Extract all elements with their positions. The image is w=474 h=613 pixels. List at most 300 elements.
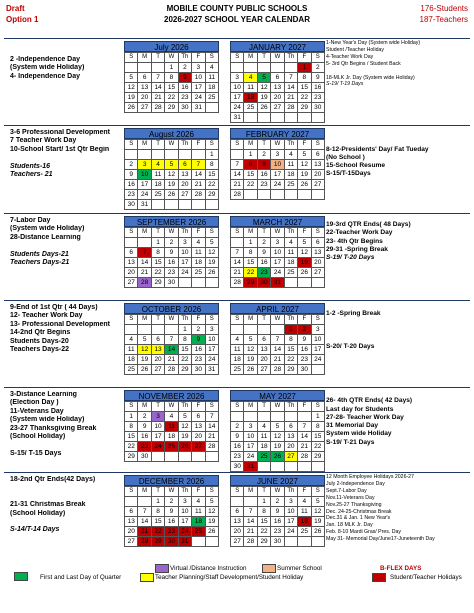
note-line: Dec. 24-25-Christmas Break bbox=[326, 508, 392, 515]
calendar-day: 30 bbox=[192, 365, 205, 375]
calendar-day: 3 bbox=[231, 73, 244, 83]
weekday-header: M bbox=[138, 53, 151, 63]
calendar-day: 24 bbox=[138, 190, 151, 200]
calendar-day: 11 bbox=[125, 345, 138, 355]
calendar-day: 9 bbox=[138, 422, 151, 432]
note-line: (System wide Holiday) bbox=[10, 225, 85, 233]
calendar-day: 24 bbox=[205, 355, 218, 365]
calendar-day: 4 bbox=[298, 497, 311, 507]
note-line: 7 Teacher Work Day bbox=[10, 137, 77, 145]
calendar-day bbox=[231, 412, 244, 422]
weekday-header: S bbox=[205, 228, 218, 238]
weekday-header: S bbox=[205, 402, 218, 412]
note-line: 23- 4th Qtr Begins bbox=[326, 237, 383, 245]
calendar-day: 10 bbox=[231, 83, 244, 93]
left-notes bbox=[10, 56, 122, 81]
legend-summer: Summer School bbox=[277, 565, 322, 572]
weekday-header: W bbox=[271, 53, 284, 63]
calendar-day: 12 bbox=[165, 170, 178, 180]
calendar-day bbox=[298, 113, 311, 123]
calendar-day: 22 bbox=[151, 527, 164, 537]
calendar-day: 29 bbox=[284, 365, 297, 375]
calendar-day: 21 bbox=[271, 355, 284, 365]
calendar-day: 30 bbox=[178, 103, 191, 113]
weekday-header: M bbox=[138, 487, 151, 497]
calendar-day: 1 bbox=[244, 150, 257, 160]
calendar-day: 5 bbox=[298, 150, 311, 160]
calendar-day: 9 bbox=[298, 335, 311, 345]
calendar-day: 5 bbox=[271, 422, 284, 432]
calendar-day: 8 bbox=[284, 335, 297, 345]
calendar-day: 29 bbox=[125, 452, 138, 462]
calendar-day: 28 bbox=[231, 278, 244, 288]
weekday-header: M bbox=[244, 228, 257, 238]
calendar-day: 21 bbox=[231, 268, 244, 278]
calendar-day bbox=[298, 278, 311, 288]
calendar-day bbox=[271, 462, 284, 472]
calendar-day: 19 bbox=[205, 517, 218, 527]
calendar-month-title: JUNE 2027 bbox=[230, 475, 325, 486]
weekday-header: T bbox=[151, 402, 164, 412]
note-line: 11-Veterans Day bbox=[10, 407, 64, 415]
calendar-day: 23 bbox=[165, 527, 178, 537]
weekday-header: W bbox=[271, 315, 284, 325]
calendar-day: 2 bbox=[271, 497, 284, 507]
calendar-day: 3 bbox=[138, 160, 151, 170]
calendar-day: 31 bbox=[205, 365, 218, 375]
calendar-day: 7 bbox=[138, 507, 151, 517]
calendar-month-title: August 2026 bbox=[124, 128, 219, 139]
calendar-day: 28 bbox=[205, 442, 218, 452]
calendar-day: 1 bbox=[151, 238, 164, 248]
calendar-day: 20 bbox=[311, 170, 324, 180]
calendar-day: 14 bbox=[231, 258, 244, 268]
weekday-header: Th bbox=[178, 487, 191, 497]
weekday-header: S bbox=[125, 487, 138, 497]
calendar-day: 1 bbox=[311, 412, 324, 422]
calendar-day: 23 bbox=[311, 93, 324, 103]
calendar-day: 11 bbox=[151, 170, 164, 180]
calendar-day: 27 bbox=[231, 537, 244, 547]
calendar-day: 3 bbox=[244, 422, 257, 432]
calendar-day: 18 bbox=[284, 170, 297, 180]
calendar-cal2 bbox=[230, 303, 325, 375]
calendar-day: 9 bbox=[311, 73, 324, 83]
legend-first-last: First and Last Day of Quarter bbox=[40, 574, 122, 581]
note-line: 13- Professional Development bbox=[10, 320, 110, 328]
calendar-day: 15 bbox=[151, 517, 164, 527]
calendar-day: 13 bbox=[311, 160, 324, 170]
weekday-header: Th bbox=[284, 228, 297, 238]
calendar-day: 11 bbox=[231, 345, 244, 355]
calendar-cal2 bbox=[230, 128, 325, 200]
calendar-day: 23 bbox=[257, 180, 270, 190]
calendar-day bbox=[244, 497, 257, 507]
calendar-day: 4 bbox=[165, 412, 178, 422]
note-line: 26- 4th QTR Ends( 42 Days) bbox=[326, 397, 413, 405]
calendar-day: 18 bbox=[205, 83, 218, 93]
calendar-day: 24 bbox=[231, 103, 244, 113]
calendar-day: 18 bbox=[192, 517, 205, 527]
calendar-day: 12 bbox=[257, 83, 270, 93]
calendar-day: 1 bbox=[244, 238, 257, 248]
calendar-day: 31 bbox=[244, 462, 257, 472]
calendar-day: 3 bbox=[192, 63, 205, 73]
calendar-day: 12 bbox=[311, 507, 324, 517]
calendar-day: 11 bbox=[244, 83, 257, 93]
calendar-day: 17 bbox=[311, 345, 324, 355]
calendar-day: 19 bbox=[125, 93, 138, 103]
calendar-day: 14 bbox=[244, 517, 257, 527]
calendar-day: 6 bbox=[284, 422, 297, 432]
note-line bbox=[10, 154, 122, 162]
day-counts: 176-Students 187-Teachers bbox=[419, 4, 468, 24]
note-line: 31 Memorial Day bbox=[326, 422, 379, 430]
calendar-day: 10 bbox=[284, 507, 297, 517]
calendar-day: 23 bbox=[271, 527, 284, 537]
calendar-day: 13 bbox=[125, 517, 138, 527]
calendar-month-title: MAY 2027 bbox=[230, 390, 325, 401]
calendar-day: 24 bbox=[178, 268, 191, 278]
calendar-day bbox=[298, 190, 311, 200]
calendar-day: 8 bbox=[298, 73, 311, 83]
calendar-month-title: DECEMBER 2026 bbox=[124, 475, 219, 486]
weekday-header: T bbox=[151, 315, 164, 325]
calendar-day: 13 bbox=[271, 83, 284, 93]
month-row bbox=[0, 125, 474, 211]
calendar-day bbox=[178, 200, 191, 210]
calendar-day: 22 bbox=[151, 268, 164, 278]
weekday-header: S bbox=[311, 228, 324, 238]
calendar-day: 6 bbox=[257, 335, 270, 345]
note-line: S-19/ T-21 Days bbox=[326, 438, 375, 446]
calendar-day: 15 bbox=[151, 258, 164, 268]
note-line bbox=[326, 327, 471, 335]
calendar-day: 7 bbox=[244, 507, 257, 517]
holiday-swatch bbox=[372, 573, 386, 582]
calendar-day bbox=[192, 278, 205, 288]
calendar-day bbox=[244, 412, 257, 422]
calendar-day: 15 bbox=[311, 432, 324, 442]
calendar-day: 28 bbox=[151, 103, 164, 113]
calendar-day: 27 bbox=[151, 365, 164, 375]
calendar-day bbox=[257, 325, 270, 335]
weekday-header: T bbox=[151, 487, 164, 497]
calendar-day bbox=[311, 113, 324, 123]
calendar-day: 18 bbox=[151, 180, 164, 190]
calendar-day: 16 bbox=[271, 517, 284, 527]
calendar-day bbox=[205, 452, 218, 462]
calendar-day: 10 bbox=[178, 248, 191, 258]
calendar-day: 14 bbox=[138, 517, 151, 527]
calendar-day: 25 bbox=[125, 365, 138, 375]
calendar-day: 19 bbox=[257, 93, 270, 103]
note-line: Last day for Students bbox=[326, 405, 394, 413]
note-line: (Election Day ) bbox=[10, 399, 59, 407]
calendar-day: 17 bbox=[244, 442, 257, 452]
calendar-day: 20 bbox=[151, 355, 164, 365]
calendar-day: 26 bbox=[271, 452, 284, 462]
section-divider bbox=[4, 38, 470, 39]
calendar-day bbox=[284, 190, 297, 200]
calendar-day: 28 bbox=[192, 190, 205, 200]
section-divider bbox=[4, 387, 470, 388]
calendar-day: 26 bbox=[257, 103, 270, 113]
month-row bbox=[0, 387, 474, 471]
calendar-day: 30 bbox=[165, 278, 178, 288]
weekday-header: F bbox=[192, 140, 205, 150]
calendar-day: 4 bbox=[192, 497, 205, 507]
calendar-day: 23 bbox=[165, 268, 178, 278]
calendar-day: 16 bbox=[165, 258, 178, 268]
weekday-header: T bbox=[257, 402, 270, 412]
calendar-day bbox=[151, 325, 164, 335]
calendar-day: 19 bbox=[165, 180, 178, 190]
calendar-day bbox=[125, 63, 138, 73]
calendar-day: 6 bbox=[151, 335, 164, 345]
calendar-day: 7 bbox=[205, 412, 218, 422]
calendar-day: 21 bbox=[192, 180, 205, 190]
weekday-header: S bbox=[231, 140, 244, 150]
calendar-day: 15 bbox=[125, 432, 138, 442]
calendar-day: 3 bbox=[151, 412, 164, 422]
weekday-header: S bbox=[311, 315, 324, 325]
left-notes bbox=[10, 129, 122, 179]
calendar-day: 26 bbox=[244, 365, 257, 375]
month-row bbox=[0, 38, 474, 124]
calendar-day bbox=[257, 63, 270, 73]
calendar-month-title: JANUARY 2027 bbox=[230, 41, 325, 52]
calendar-day: 10 bbox=[205, 335, 218, 345]
weekday-header: T bbox=[257, 487, 270, 497]
calendar-day: 20 bbox=[271, 93, 284, 103]
calendar-day: 30 bbox=[125, 200, 138, 210]
note-line: S-15/T-15Days bbox=[326, 170, 371, 178]
note-line bbox=[326, 335, 471, 343]
calendar-day: 21 bbox=[165, 355, 178, 365]
calendar-day: 6 bbox=[125, 248, 138, 258]
calendar-day: 18 bbox=[192, 258, 205, 268]
calendar-day: 14 bbox=[138, 258, 151, 268]
weekday-header: M bbox=[244, 402, 257, 412]
calendar-cal1 bbox=[124, 216, 219, 288]
calendar-day bbox=[138, 497, 151, 507]
calendar-day: 2 bbox=[138, 412, 151, 422]
calendar-day bbox=[205, 278, 218, 288]
calendar-day: 6 bbox=[125, 507, 138, 517]
weekday-header: M bbox=[138, 228, 151, 238]
calendar-day: 29 bbox=[257, 537, 270, 547]
calendar-cal2 bbox=[230, 475, 325, 547]
calendar-day: 12 bbox=[244, 345, 257, 355]
note-line bbox=[326, 68, 471, 75]
calendar-day: 2 bbox=[231, 422, 244, 432]
calendar-day bbox=[298, 537, 311, 547]
weekday-header: F bbox=[298, 140, 311, 150]
section-divider bbox=[4, 213, 470, 214]
legend-virtual: Virtual /Distance Instruction bbox=[170, 565, 247, 572]
calendar-day: 23 bbox=[298, 355, 311, 365]
weekday-header: T bbox=[257, 315, 270, 325]
note-line: 3-Distance Learning bbox=[10, 391, 77, 398]
note-line: 7-Labor Day bbox=[10, 217, 51, 224]
calendar-day: 1 bbox=[257, 497, 270, 507]
month-row bbox=[0, 213, 474, 298]
calendar-day: 5 bbox=[125, 73, 138, 83]
calendar-day: 19 bbox=[298, 170, 311, 180]
first-last-swatch bbox=[14, 572, 28, 581]
calendar-day bbox=[205, 103, 218, 113]
note-line: July 2-Independence Day bbox=[326, 480, 385, 487]
weekday-header: S bbox=[231, 53, 244, 63]
calendar-day: 25 bbox=[257, 452, 270, 462]
calendar-day: 29 bbox=[151, 278, 164, 288]
calendar-day bbox=[151, 63, 164, 73]
weekday-header: F bbox=[298, 315, 311, 325]
calendar-day: 29 bbox=[244, 278, 257, 288]
calendar-day bbox=[192, 452, 205, 462]
calendar-day: 31 bbox=[271, 278, 284, 288]
calendar-day: 18 bbox=[284, 258, 297, 268]
calendar-day: 10 bbox=[244, 432, 257, 442]
calendar-day: 13 bbox=[284, 432, 297, 442]
calendar-day bbox=[311, 278, 324, 288]
calendar-day: 30 bbox=[231, 462, 244, 472]
calendar-day bbox=[271, 113, 284, 123]
calendar-day bbox=[165, 452, 178, 462]
calendar-day: 28 bbox=[138, 278, 151, 288]
calendar-day: 5 bbox=[205, 238, 218, 248]
note-line: May 31- Memorial Day/June17-Juneteenth Day bbox=[326, 536, 435, 543]
calendar-day: 25 bbox=[205, 93, 218, 103]
calendar-day bbox=[151, 452, 164, 462]
calendar-day bbox=[284, 412, 297, 422]
calendar-day: 14 bbox=[205, 422, 218, 432]
calendar-day: 28 bbox=[284, 103, 297, 113]
weekday-header: W bbox=[165, 53, 178, 63]
calendar-day: 12 bbox=[178, 422, 191, 432]
weekday-header: F bbox=[298, 53, 311, 63]
weekday-header: M bbox=[138, 140, 151, 150]
calendar-day: 15 bbox=[244, 258, 257, 268]
calendar-day bbox=[165, 200, 178, 210]
calendar-day: 8 bbox=[257, 507, 270, 517]
calendar-day: 17 bbox=[284, 517, 297, 527]
calendar-day: 13 bbox=[192, 422, 205, 432]
calendar-day: 19 bbox=[138, 355, 151, 365]
weekday-header: W bbox=[271, 228, 284, 238]
calendar-day: 8 bbox=[125, 422, 138, 432]
calendar-day bbox=[284, 63, 297, 73]
note-line bbox=[326, 319, 471, 327]
calendar-day: 20 bbox=[192, 432, 205, 442]
calendar-day: 9 bbox=[178, 73, 191, 83]
calendar-day: 24 bbox=[178, 527, 191, 537]
note-line: 22-Teacher Work Day bbox=[326, 229, 393, 237]
calendar-day bbox=[298, 462, 311, 472]
calendar-day bbox=[311, 462, 324, 472]
calendar-month-title: July 2026 bbox=[124, 41, 219, 52]
calendar-day: 22 bbox=[244, 180, 257, 190]
calendar-day bbox=[271, 190, 284, 200]
calendar-cal1 bbox=[124, 390, 219, 462]
calendar-day: 25 bbox=[165, 442, 178, 452]
calendar-day: 20 bbox=[178, 180, 191, 190]
note-line: Nov.11-Veterans Day bbox=[326, 494, 375, 501]
calendar-day: 2 bbox=[257, 238, 270, 248]
weekday-header: S bbox=[311, 53, 324, 63]
calendar-day: 28 bbox=[231, 190, 244, 200]
weekday-header: F bbox=[298, 487, 311, 497]
calendar-day bbox=[151, 200, 164, 210]
calendar-day: 3 bbox=[178, 497, 191, 507]
calendar-day bbox=[257, 462, 270, 472]
calendar-day: 26 bbox=[205, 527, 218, 537]
note-line: Teachers- 21 bbox=[10, 171, 53, 179]
calendar-day: 18 bbox=[298, 517, 311, 527]
calendar-day bbox=[125, 325, 138, 335]
calendar-day bbox=[151, 150, 164, 160]
calendar-day: 13 bbox=[231, 517, 244, 527]
calendar-month-title: APRIL 2027 bbox=[230, 303, 325, 314]
calendar-day: 2 bbox=[125, 160, 138, 170]
calendar-day: 12 bbox=[298, 160, 311, 170]
calendar-day: 17 bbox=[231, 93, 244, 103]
calendar-day: 31 bbox=[138, 200, 151, 210]
header bbox=[0, 0, 474, 36]
note-line bbox=[326, 137, 471, 145]
note-line: 21-31 Christmas Break bbox=[10, 501, 86, 509]
calendar-day: 12 bbox=[298, 248, 311, 258]
calendar-day: 3 bbox=[178, 238, 191, 248]
note-line: Nov.25-27 Thanksgiving bbox=[326, 501, 382, 508]
calendar-day: 12 bbox=[271, 432, 284, 442]
calendar-month-title: NOVEMBER 2026 bbox=[124, 390, 219, 401]
calendar-day: 4 bbox=[284, 238, 297, 248]
calendar-day: 23 bbox=[178, 93, 191, 103]
calendar-day: 7 bbox=[231, 160, 244, 170]
calendar-day: 29 bbox=[205, 190, 218, 200]
calendar-day: 16 bbox=[178, 83, 191, 93]
calendar-day: 25 bbox=[284, 268, 297, 278]
weekday-header: S bbox=[125, 402, 138, 412]
calendar-day: 16 bbox=[192, 345, 205, 355]
calendar-day: 20 bbox=[257, 355, 270, 365]
calendar-day: 15 bbox=[284, 345, 297, 355]
note-line bbox=[326, 389, 471, 397]
calendar-day: 28 bbox=[244, 537, 257, 547]
calendar-day: 21 bbox=[205, 432, 218, 442]
note-line: 27-28- Teacher Work Day bbox=[326, 413, 404, 421]
page-title: MOBILE COUNTY PUBLIC SCHOOLS 2026-2027 SCHOOL YEAR CALENDAR bbox=[164, 4, 310, 24]
calendar-day bbox=[138, 325, 151, 335]
calendar-day: 17 bbox=[178, 258, 191, 268]
calendar-day: 9 bbox=[165, 507, 178, 517]
weekday-header: S bbox=[231, 487, 244, 497]
section-divider bbox=[4, 125, 470, 126]
calendar-day: 19 bbox=[244, 355, 257, 365]
calendar-day: 26 bbox=[205, 268, 218, 278]
calendar-day: 5 bbox=[165, 160, 178, 170]
weekday-header: S bbox=[231, 315, 244, 325]
calendar-day: 11 bbox=[192, 248, 205, 258]
weekday-header: M bbox=[244, 315, 257, 325]
calendar-day: 23 bbox=[231, 452, 244, 462]
weekday-header: M bbox=[138, 402, 151, 412]
weekday-header: F bbox=[192, 487, 205, 497]
calendar-day: 16 bbox=[257, 170, 270, 180]
calendar-day: 30 bbox=[311, 103, 324, 113]
